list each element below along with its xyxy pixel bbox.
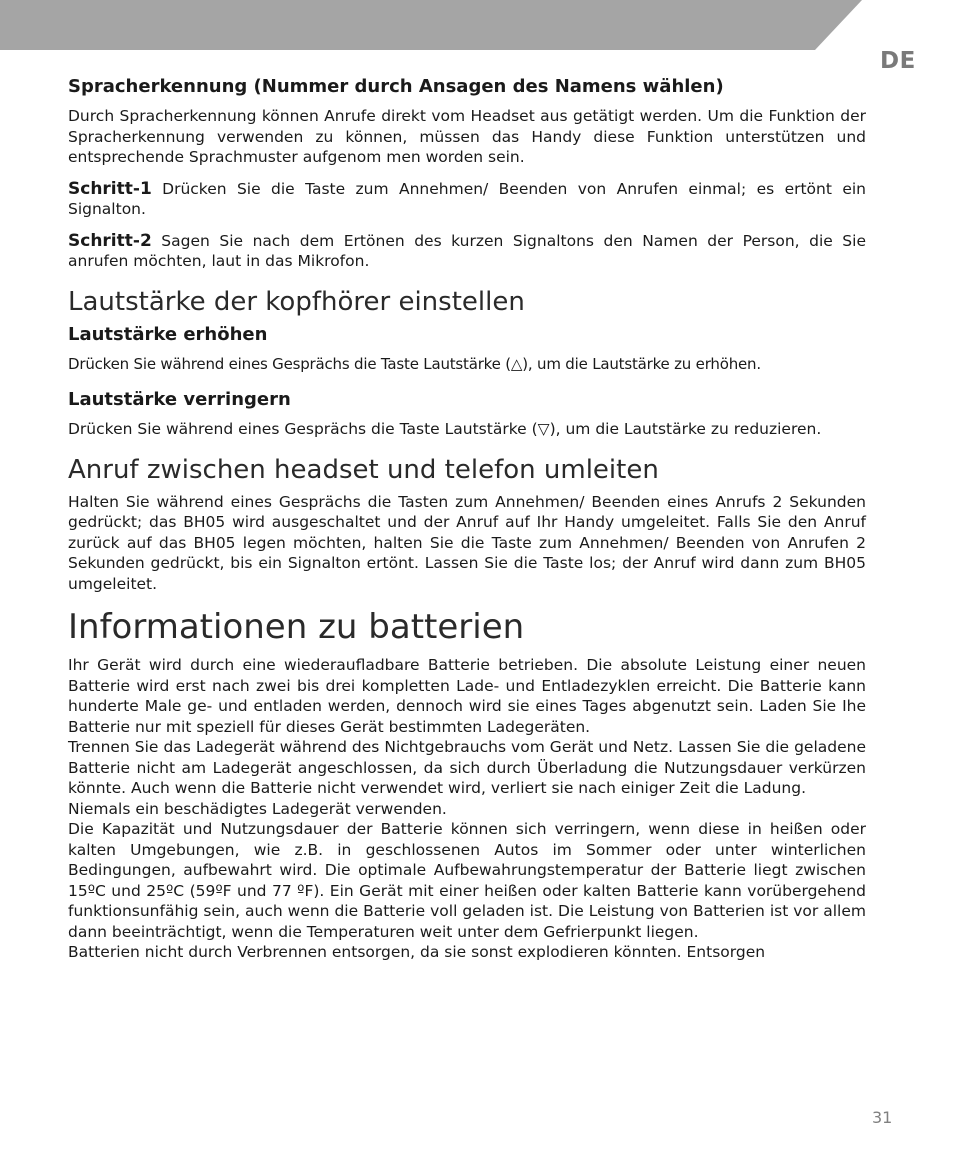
- volume-down-text-a: Drücken Sie während eines Gesprächs die Taste Lautstärke (: [68, 420, 538, 438]
- voice-dial-intro: Durch Spracherkennung können Anrufe direkt vom Headset aus getätigt werden. Um die Funktion der Spracherkennung verwenden zu können, müssen das Handy diese Funktion unterstützen und entsprechende Sprachmuster aufgenom men worden sein.: [68, 107, 866, 166]
- volume-down-heading: Lautstärke verringern: [68, 389, 291, 410]
- page-number: 31: [872, 1108, 893, 1127]
- battery-paragraph-1: Ihr Gerät wird durch eine wiederaufladbare Batterie betrieben. Die absolute Leistung einer neuen Batterie wird erst nach zwei bis drei kompletten Lade- und Entladezyklen erreicht. Die Batterie kann hunderte Male ge- und entladen werden, dennoch wird sie eines Tages abgenutzt sein. Laden Sie Ihe Batterie nur mit speziell für dieses Gerät bestimmten Ladegeräten.: [68, 656, 866, 736]
- step-1: [68, 179, 866, 220]
- step-2-text: Sagen Sie nach dem Ertönen des kurzen Signaltons den Namen der Person, die Sie anrufen möchten, laut in das Mikrofon.: [68, 231, 866, 270]
- volume-up-icon: △: [510, 354, 523, 373]
- volume-down-text-b: ), um die Lautstärke zu reduzieren.: [549, 420, 822, 438]
- battery-paragraph-5: Batterien nicht durch Verbrennen entsorgen, da sie sonst explodieren könnten. Entsorgen: [68, 943, 766, 961]
- voice-dial-heading: Spracherkennung (Nummer durch Ansagen des Namens wählen): [68, 76, 724, 97]
- language-badge: DE: [880, 48, 916, 74]
- volume-up-text-a: Drücken Sie während eines Gesprächs die Taste Lautstärke (: [68, 354, 511, 373]
- battery-section-heading: Informationen zu batterien: [68, 607, 525, 647]
- step-2: [68, 231, 866, 272]
- volume-section-heading: Lautstärke der kopfhörer einstellen: [68, 286, 525, 317]
- volume-up-text-b: ), um die Lautstärke zu erhöhen.: [522, 354, 761, 373]
- battery-paragraph-2: Trennen Sie das Ladegerät während des Nichtgebrauchs vom Gerät und Netz. Lassen Sie die geladene Batterie nicht am Ladegerät angeschlossen, da sich durch Überladung die Nutzungsdauer verkürzen könnte. Auch wenn die Batterie nicht verwendet wird, verliert sie nach einiger Zeit die Ladung.: [68, 738, 866, 797]
- header-banner: [0, 0, 954, 50]
- transfer-text: Halten Sie während eines Gesprächs die Tasten zum Annehmen/ Beenden eines Anrufs 2 Sekunden gedrückt; das BH05 wird ausgeschaltet und der Anruf auf Ihr Handy umgeleitet. Falls Sie den Anruf zurück auf das BH05 legen möchten, halten Sie die Taste zum Annehmen/ Beenden von Anrufen 2 Sekunden gedrückt, bis ein Signalton ertönt. Lassen Sie die Taste los; der Anruf wird dann zum BH05 umgeleitet.: [68, 492, 866, 593]
- volume-up-text: [68, 354, 866, 375]
- step-2-label: Schritt-2: [68, 230, 152, 251]
- volume-up-heading: Lautstärke erhöhen: [68, 323, 268, 345]
- page-content: [68, 74, 866, 963]
- volume-down-text: [68, 419, 866, 440]
- volume-down-icon: ▽: [537, 420, 550, 438]
- step-1-label: Schritt-1: [68, 178, 152, 199]
- battery-paragraph-3: Niemals ein beschädigtes Ladegerät verwenden.: [68, 799, 447, 818]
- transfer-section-heading: Anruf zwischen headset und telefon umleiten: [68, 454, 659, 485]
- step-1-text: Drücken Sie die Taste zum Annehmen/ Beenden von Anrufen einmal; es ertönt ein Signalton.: [68, 179, 866, 218]
- battery-paragraph-4: Die Kapazität und Nutzungsdauer der Batterie können sich verringern, wenn diese in heißen oder kalten Umgebungen, wie z.B. in geschlossenen Autos im Sommer oder unter winterlichen Bedingungen, aufbewahrt wird. Die optimale Aufbewahrungstemperatur der Batterie liegt zwischen 15ºC und 25ºC (59ºF und 77 ºF). Ein Gerät mit einer heißen oder kalten Batterie kann vorübergehend funktionsunfähig sein, auch wenn die Batterie voll geladen ist. Die Leistung von Batterien ist vor allem dann beeinträchtigt, wenn die Temperaturen weit unter dem Gefrierpunkt liegen.: [68, 820, 866, 941]
